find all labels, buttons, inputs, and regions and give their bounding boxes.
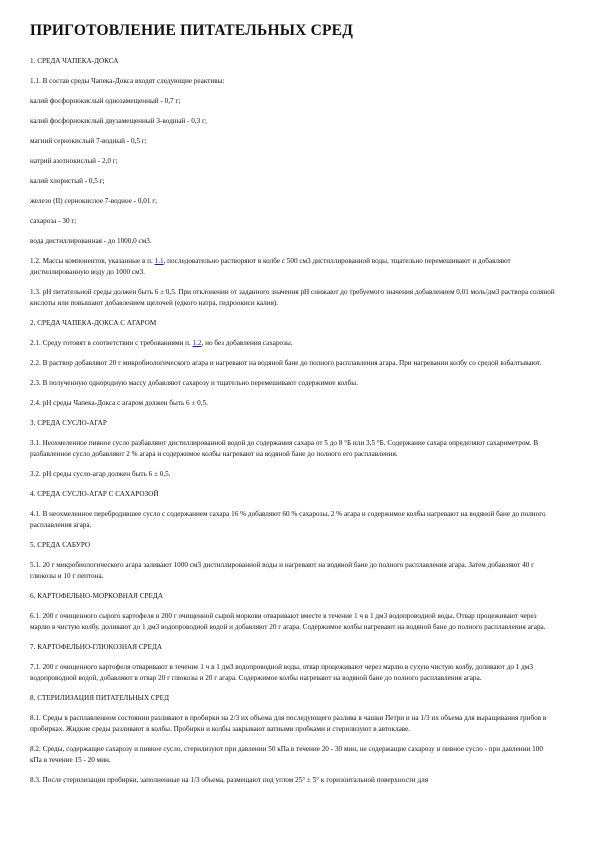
paragraph: 2.4. pH среды Чапека-Докса с агаром должен быть 6 ± 0,5. xyxy=(30,399,208,407)
paragraph: сахароза - 30 г; xyxy=(30,217,77,225)
paragraph: 4. СРЕДА СУСЛО-АГАР С САХАРОЗОЙ xyxy=(30,490,159,498)
paragraph: 3. СРЕДА СУСЛО-АГАР xyxy=(30,419,107,427)
paragraph: 3.1. Неохмеленное пивное сусло разбавляют дистиллированной водой до содержания сахара от 5 до 8 °Б или 3,5 °Б. Содержание сахара определяют сахариметром. В разбавленное сусло добавляют 2 % агара и содержимое колбы нагревают на водяной бане до полного его расплавления. xyxy=(30,439,539,458)
paragraph: калий фосфорнокислый двузамещенный 3-водный - 0,3 г; xyxy=(30,117,207,125)
paragraph: 2.2. В раствор добавляют 20 г микробиологического агара и нагревают на водяной бане до полного расплавления агара. При нагревании колбу со средой взбалтывают. xyxy=(30,359,542,367)
paragraph: 4.1. В неохмеленное перебродившее сусло с содержанием сахара 16 % добавляют 60 % сахарозы, 2 % агара и содержимое колбы нагревают на водяной бане до полного расплавления агара. xyxy=(30,510,546,529)
document-title: ПРИГОТОВЛЕНИЕ ПИТАТЕЛЬНЫХ СРЕД xyxy=(30,22,354,39)
paragraph: 6.1. 200 г очищенного сырого картофеля и 200 г очищенной сырой моркови отваривают вместе в течение 1 ч в 1 дм3 водопроводной воды. Отвар процеживают через марлю в чистую колбу, доливают до 1 дм3 водопроводной водой и добавляют 20 г агара. Содержимое колбы нагревают на водяной бане до полного расплавления агара. xyxy=(30,612,546,631)
paragraph: 5.1. 20 г микробиологического агара заливают 1000 см3 дистиллированной воды и нагревают на водяной бане до полного расплавления агара. Затем добавляют 40 г глюкозы и 10 г пептона. xyxy=(30,561,535,580)
paragraph-text: 1.2. Массы компонентов, указанные в п. xyxy=(30,257,155,265)
paragraph: калий фосфорнокислый однозамещенный - 0,7 г; xyxy=(30,97,181,105)
paragraph: 8.2. Среды, содержащие сахарозу и пивное сусло, стерилизуют при давлении 50 кПа в течение 20 - 30 мин, не содержащие сахарозу и пивное сусло - при давлении 100 кПа в течение 15 - 20 мин. xyxy=(30,745,543,764)
paragraph: 7. КАРТОФЕЛЬНО-ГЛЮКОЗНАЯ СРЕДА xyxy=(30,643,163,651)
paragraph-text: 2.1. Среду готовят в соответствии с требованиями п. xyxy=(30,339,193,347)
paragraph: 8. СТЕРИЛИЗАЦИЯ ПИТАТЕЛЬНЫХ СРЕД xyxy=(30,694,169,702)
section-reference-link[interactable]: 1.2 xyxy=(192,339,202,347)
paragraph: калий хлористый - 0,5 г; xyxy=(30,177,105,185)
paragraph: натрий азотнокислый - 2,0 г; xyxy=(30,157,118,165)
paragraph-text: , последовательно растворяют в колбе с 500 см3 дистиллированной воды, тщательно перемешивают и добавляют дистиллированную воду до 1000 см3. xyxy=(30,257,511,276)
paragraph: 6. КАРТОФЕЛЬНО-МОРКОВНАЯ СРЕДА xyxy=(30,592,164,600)
paragraph-text: , но без добавления сахарозы. xyxy=(201,339,293,347)
paragraph: 1. СРЕДА ЧАПЕКА-ДОКСА xyxy=(30,57,119,65)
paragraph: 5. СРЕДА САБУРО xyxy=(30,541,91,549)
paragraph xyxy=(30,338,555,349)
paragraph: вода дистиллированная - до 1000,0 см3. xyxy=(30,237,152,245)
paragraph: 2.3. В полученную однородную массу добавляют сахарозу и тщательно перемешивают содержимое колбы. xyxy=(30,379,358,387)
paragraph: магний сернокислый 7-водный - 0,5 г; xyxy=(30,137,147,145)
paragraph: железо (II) сернокислое 7-водное - 0,01 г; xyxy=(30,197,158,205)
section-reference-link[interactable]: 1.1 xyxy=(154,257,164,265)
paragraph: 2. СРЕДА ЧАПЕКА-ДОКСА С АГАРОМ xyxy=(30,319,157,327)
paragraph: 8.3. После стерилизации пробирки, заполненные на 1/3 объема, размещают под углом 25° ± 5° к горизонтальной поверхности для xyxy=(30,776,429,784)
paragraph: 7.1. 200 г очищенного картофеля отваривают в течение 1 ч в 1 дм3 водопроводной воды, отвар процеживают через марлю в сухую чистую колбу, доливают до 1 дм3 водопроводной водой, добавляют в отвар 20 г глюкозы и 20 г агара. Содержимое колбы нагревают на водяной бане до полного расплавления агара. xyxy=(30,663,533,682)
paragraph xyxy=(30,256,555,278)
paragraph: 1.3. pH питательной среды должен быть 6 ± 0,5. При отклонении от заданного значения pH снижают до требуемого значения добавлением 0,01 моль/дм3 раствора соляной кислоты или повышают добавлением щелочей (едкого натра, гидроокиси калия). xyxy=(30,288,555,307)
paragraph: 8.1. Среды в расплавленном состоянии разливают в пробирки на 2/3 их объема для последующего разлива в чашки Петри и на 1/3 их объема для выращивания грибов в пробирках. Жидкие среды разливают в колбы. Пробирки и колбы закрывают ватными пробками и стерилизуют в автоклаве. xyxy=(30,714,547,733)
paragraph: 3.2. pH среды сусло-агар должен быть 6 ± 0,5. xyxy=(30,470,171,478)
document-body xyxy=(30,56,555,786)
paragraph: 1.1. В состав среды Чапека-Докса входят следующие реактивы: xyxy=(30,77,225,85)
